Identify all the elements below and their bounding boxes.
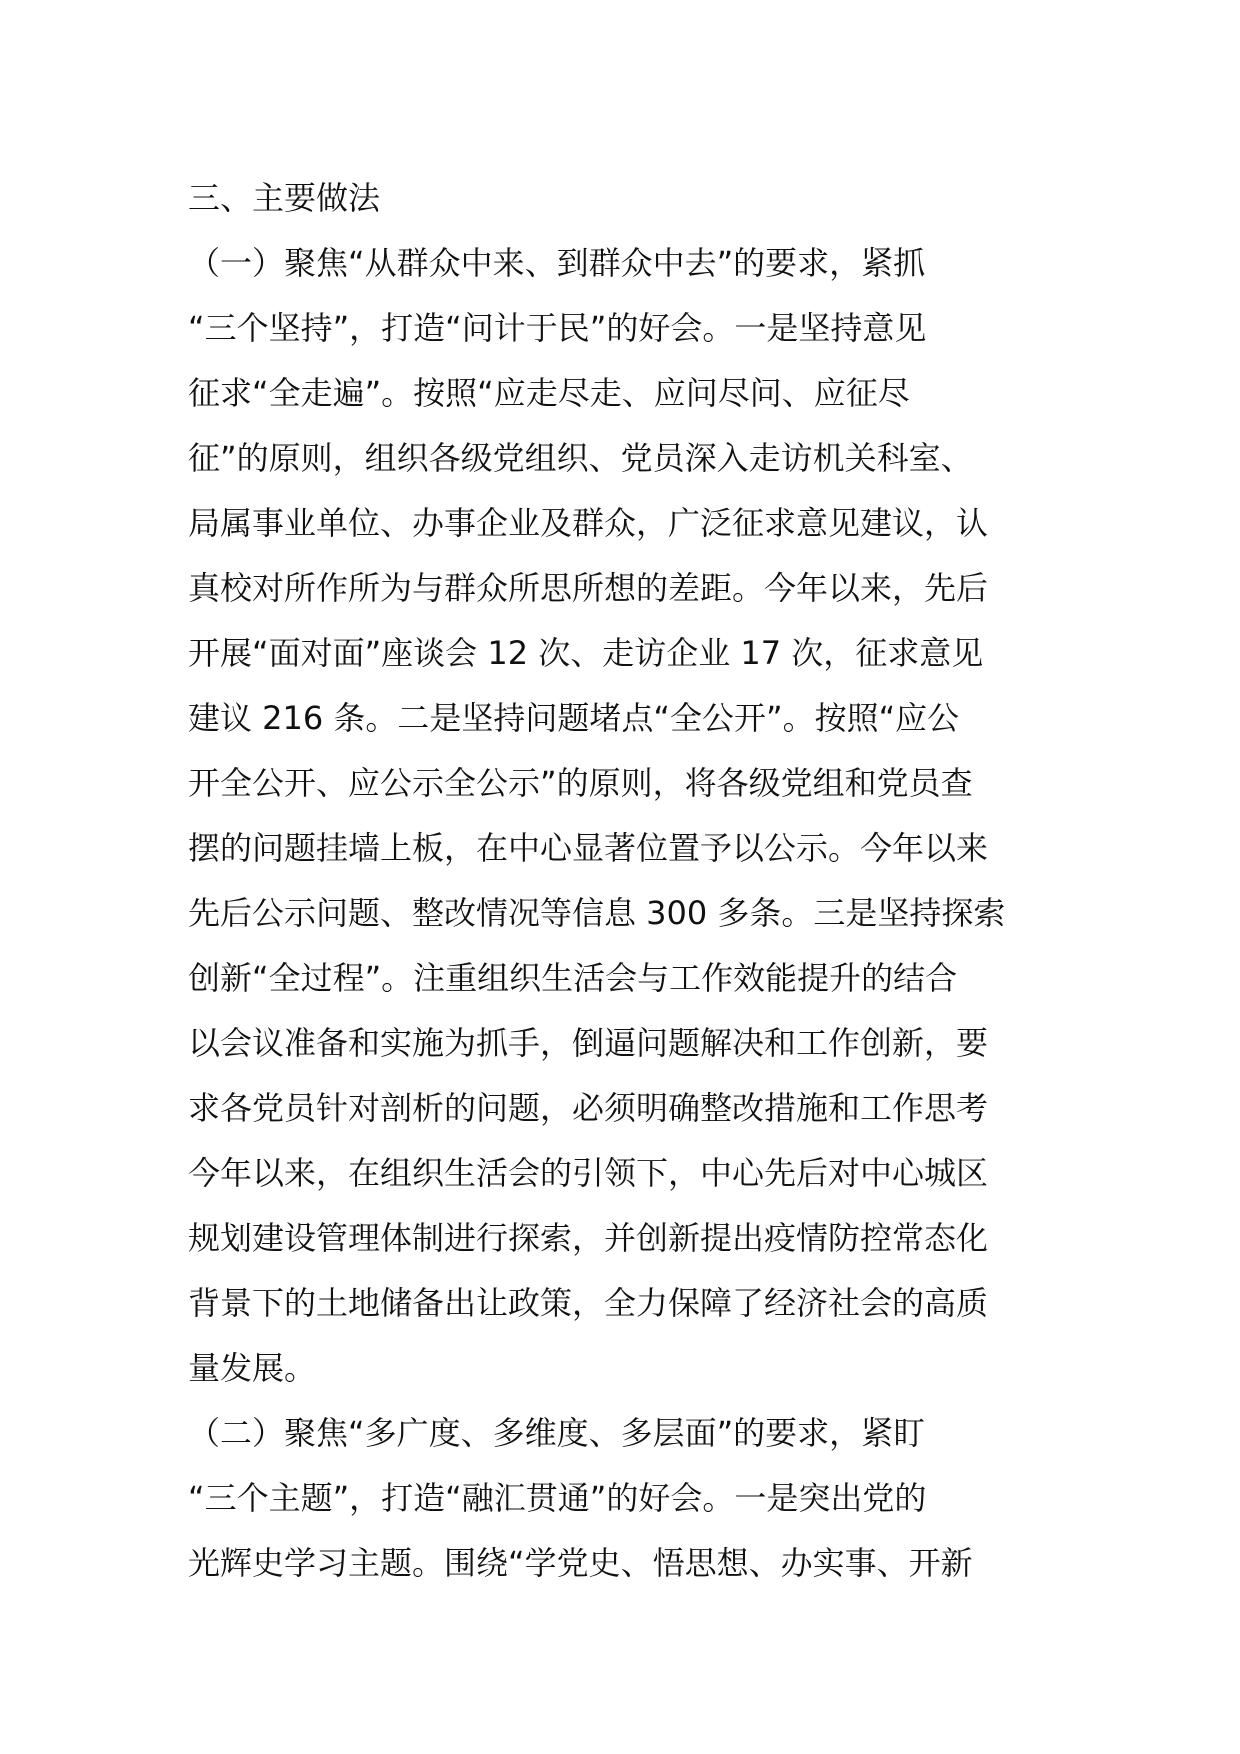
paragraph-line: 摆的问题挂墙上板，在中心显著位置予以公示。今年以来 bbox=[188, 829, 989, 867]
paragraph-line: “三个主题”，打造“融汇贯通”的好会。一是突出党的 bbox=[188, 1479, 927, 1517]
paragraph-line: 规划建设管理体制进行探索，并创新提出疫情防控常态化 bbox=[188, 1219, 989, 1257]
paragraph-line: 征”的原则，组织各级党组织、党员深入走访机关科室、 bbox=[188, 439, 973, 477]
paragraph-line: 以会议准备和实施为抓手，倒逼问题解决和工作创新，要 bbox=[188, 1024, 989, 1062]
paragraph-line: 真校对所作所为与群众所思所想的差距。今年以来，先后 bbox=[188, 569, 989, 607]
paragraph-line: 创新“全过程”。注重组织生活会与工作效能提升的结合 bbox=[188, 959, 958, 997]
paragraph-line: 局属事业单位、办事企业及群众，广泛征求意见建议，认 bbox=[188, 504, 989, 542]
paragraph-line: 开全公开、应公示全公示”的原则，将各级党组和党员查 bbox=[188, 764, 973, 802]
paragraph-line: 背景下的土地储备出让政策，全力保障了经济社会的高质 bbox=[188, 1284, 989, 1322]
section-heading: 三、主要做法 bbox=[188, 179, 381, 217]
paragraph-line: 今年以来，在组织生活会的引领下，中心先后对中心城区 bbox=[188, 1154, 989, 1192]
paragraph-line: 量发展。 bbox=[188, 1349, 317, 1387]
paragraph-line: （二）聚焦“多广度、多维度、多层面”的要求，紧盯 bbox=[188, 1414, 926, 1452]
paragraph-line: 求各党员针对剖析的问题，必须明确整改措施和工作思考 bbox=[188, 1089, 989, 1127]
paragraph-line: 建议 216 条。二是坚持问题堵点“全公开”。按照“应公 bbox=[188, 699, 960, 737]
document-body bbox=[188, 166, 1068, 1596]
paragraph-line: 开展“面对面”座谈会 12 次、走访企业 17 次，征求意见 bbox=[188, 634, 984, 672]
paragraph-line: （一）聚焦“从群众中来、到群众中去”的要求，紧抓 bbox=[188, 244, 926, 282]
paragraph-line: 先后公示问题、整改情况等信息 300 多条。三是坚持探索 bbox=[188, 894, 1006, 932]
paragraph-line: 光辉史学习主题。围绕“学党史、悟思想、办实事、开新 bbox=[188, 1544, 973, 1582]
paragraph-line: 征求“全走遍”。按照“应走尽走、应问尽问、应征尽 bbox=[188, 374, 910, 412]
paragraph-line: “三个坚持”，打造“问计于民”的好会。一是坚持意见 bbox=[188, 309, 927, 347]
